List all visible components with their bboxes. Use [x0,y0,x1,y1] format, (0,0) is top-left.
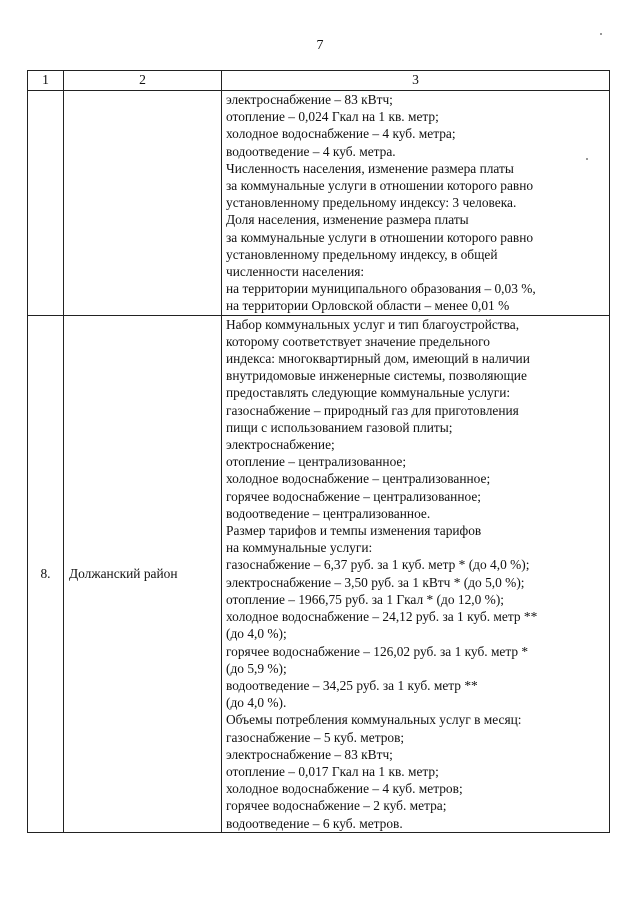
description-line: отопление – 0,024 Гкал на 1 кв. метр; [226,109,439,125]
description-line: горячее водоснабжение – централизованное; [226,488,482,504]
description-line: холодное водоснабжение – 24,12 руб. за 1 куб. метр ** [226,609,538,625]
description-line: отопление – 0,017 Гкал на 1 кв. метр; [226,763,439,779]
description-line: (до 4,0 %); [226,626,287,642]
page-number: 7 [316,38,324,53]
description-line: холодное водоснабжение – централизованное; [226,471,491,487]
row-number-cell: 8. [28,315,64,832]
description-line: на территории Орловской области – менее 0,01 % [226,298,510,314]
description-line: на коммунальные услуги: [226,540,373,556]
description-line: за коммунальные услуги в отношении которого равно [226,229,534,245]
description-line: горячее водоснабжение – 2 куб. метра; [226,798,447,814]
description-line: (до 4,0 %). [226,695,287,711]
description-line: на территории муниципального образования – 0,03 %, [226,281,536,297]
column-header-1: 1 [28,71,64,91]
tariff-table [27,70,610,833]
description-line: холодное водоснабжение – 4 куб. метра; [226,126,456,142]
scan-speck [586,158,588,160]
table-header-row [28,71,610,91]
description-line: Доля населения, изменение размера платы [226,212,469,228]
description-cell [222,315,610,832]
description-line: электроснабжение – 83 кВтч; [226,92,393,107]
description-line: которому соответствует значение предельного [226,333,490,349]
description-line: численности населения: [226,264,365,280]
description-line: газоснабжение – природный газ для приготовления [226,402,519,418]
table-row-8 [28,315,610,832]
description-line: электроснабжение – 3,50 руб. за 1 кВтч * (до 5,0 %); [226,574,525,590]
description-line: индекса: многоквартирный дом, имеющий в наличии [226,351,530,367]
description-line: установленному предельному индексу: 3 человека. [226,195,517,211]
district-cell: Должанский район [64,315,222,832]
description-line: водоотведение – 4 куб. метра. [226,143,396,159]
description-line: электроснабжение – 83 кВтч; [226,746,393,762]
description-line: электроснабжение; [226,437,335,453]
description-line: за коммунальные услуги в отношении которого равно [226,178,534,194]
description-line: газоснабжение – 6,37 руб. за 1 куб. метр * (до 4,0 %); [226,557,530,573]
description-line: отопление – централизованное; [226,454,407,470]
column-header-3: 3 [222,71,610,91]
description-line: водоотведение – 34,25 руб. за 1 куб. метр ** [226,677,478,693]
description-line: пищи с использованием газовой плиты; [226,419,453,435]
description-line: Набор коммунальных услуг и тип благоустройства, [226,316,520,332]
description-line: холодное водоснабжение – 4 куб. метров; [226,781,463,797]
description-line: газоснабжение – 5 куб. метров; [226,729,405,745]
description-line: горячее водоснабжение – 126,02 руб. за 1 куб. метр * [226,643,529,659]
column-header-2: 2 [64,71,222,91]
description-line: водоотведение – централизованное. [226,505,431,521]
row-number-cell [28,91,64,316]
district-cell [64,91,222,316]
description-cell [222,91,610,316]
description-line: (до 5,9 %); [226,660,287,676]
table-row-continued [28,91,610,316]
description-line: предоставлять следующие коммунальные услуги: [226,385,511,401]
description-line: Размер тарифов и темпы изменения тарифов [226,523,482,539]
description-line: установленному предельному индексу, в общей [226,246,498,262]
scan-speck [600,33,602,35]
description-line: Объемы потребления коммунальных услуг в месяц: [226,712,522,728]
description-line: водоотведение – 6 куб. метров. [226,815,403,831]
description-line: внутридомовые инженерные системы, позволяющие [226,368,527,384]
description-line: Численность населения, изменение размера платы [226,160,514,176]
description-line: отопление – 1966,75 руб. за 1 Гкал * (до 12,0 %); [226,591,504,607]
